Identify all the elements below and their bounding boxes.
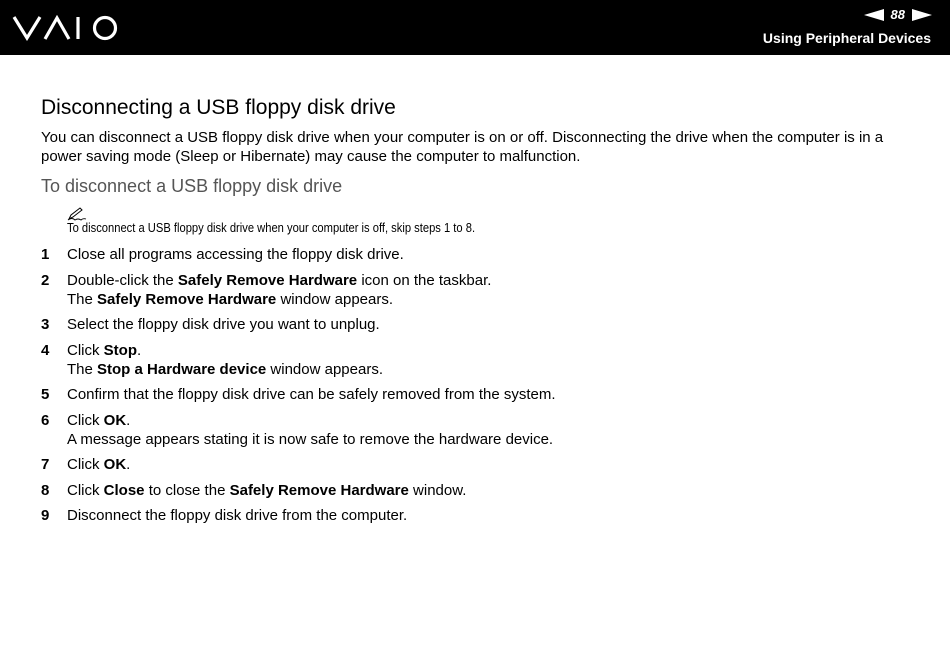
step-text-segment: Double-click the [67,271,178,289]
step-item [41,481,911,500]
step-number: 6 [41,411,50,429]
step-item [41,385,911,404]
step-text-segment: Confirm that the floppy disk drive can be safely removed from the system. [67,386,556,403]
step-line [67,245,911,264]
step-line [67,385,911,404]
step-line [67,290,911,309]
step-text [67,245,911,264]
step-text-segment: window appears. [276,290,394,308]
step-text-segment: icon on the taskbar. [357,271,492,289]
step-text [67,341,911,379]
step-ui-term: Safely Remove Hardware [97,290,277,308]
procedure-heading: To disconnect a USB floppy disk drive [41,176,343,196]
step-text [67,506,911,525]
step-ui-term: Safely Remove Hardware [177,271,358,289]
step-item [41,506,911,525]
step-item [41,245,911,264]
step-text-segment: window. [408,481,467,499]
step-ui-term: Stop a Hardware device [97,360,267,378]
pencil-note-icon [67,207,87,221]
step-number: 4 [41,341,50,359]
step-item [41,341,911,379]
step-text [67,271,911,309]
step-line [67,455,911,474]
step-number: 2 [41,271,50,289]
step-line [67,341,911,360]
step-text-segment: to close the [144,481,230,499]
step-item [41,271,911,309]
step-text-segment: . [126,456,131,473]
step-line [67,315,911,334]
step-text [67,315,911,334]
page-title: Disconnecting a USB floppy disk drive [41,96,396,119]
step-line [67,271,911,290]
step-ui-term: OK [103,411,127,429]
step-text-segment: A message appears stating it is now safe to remove the hardware device. [67,430,554,448]
step-text-segment: Click [67,411,104,429]
note [67,207,911,236]
page-number: 88 [890,7,905,22]
intro-paragraph: You can disconnect a USB floppy disk drive when your computer is on or off. Disconnecting the drive when the computer is in a power saving mode (Sleep or Hibernate) may cause the computer to malfunction. [41,129,884,165]
note-text: To disconnect a USB floppy disk drive when your computer is off, skip steps 1 to 8. [67,220,476,235]
step-text [67,455,911,474]
step-item [41,411,911,449]
step-line [67,506,911,525]
vaio-logo [12,15,120,41]
step-number: 3 [41,316,50,333]
step-text-segment: Disconnect the floppy disk drive from the computer. [67,507,408,524]
step-ui-term: Stop [103,341,137,359]
step-text-segment: Close all programs accessing the floppy disk drive. [67,246,404,263]
step-text [67,385,911,404]
step-line [67,430,911,449]
prev-page-arrow-icon[interactable] [864,9,884,21]
step-ui-term: OK [103,456,127,473]
page-header [0,0,950,55]
step-ui-term: Close [103,481,145,499]
step-text-segment: Click [67,456,104,473]
step-text-segment: . [126,411,131,429]
step-number: 7 [41,456,50,473]
step-text-segment: The [67,360,98,378]
step-item [41,455,911,474]
step-number: 9 [41,507,50,524]
step-text-segment: window appears. [266,360,383,378]
steps-list [41,245,911,525]
step-text-segment: The [67,290,98,308]
step-line [67,360,911,379]
section-title: Using Peripheral Devices [762,30,931,46]
step-text [67,411,911,449]
step-text-segment: Select the floppy disk drive you want to unplug. [67,316,380,333]
page-navigation [864,7,932,23]
step-text-segment: Click [67,481,104,499]
step-text [67,481,911,500]
next-page-arrow-icon[interactable] [912,9,932,21]
step-text-segment: Click [67,341,104,359]
step-number: 8 [41,481,50,499]
step-number: 1 [41,246,50,263]
step-item [41,315,911,334]
step-text-segment: . [137,341,142,359]
step-number: 5 [41,386,50,403]
page-content [41,95,911,532]
step-line [67,411,911,430]
step-line [67,481,911,500]
step-ui-term: Safely Remove Hardware [229,481,409,499]
